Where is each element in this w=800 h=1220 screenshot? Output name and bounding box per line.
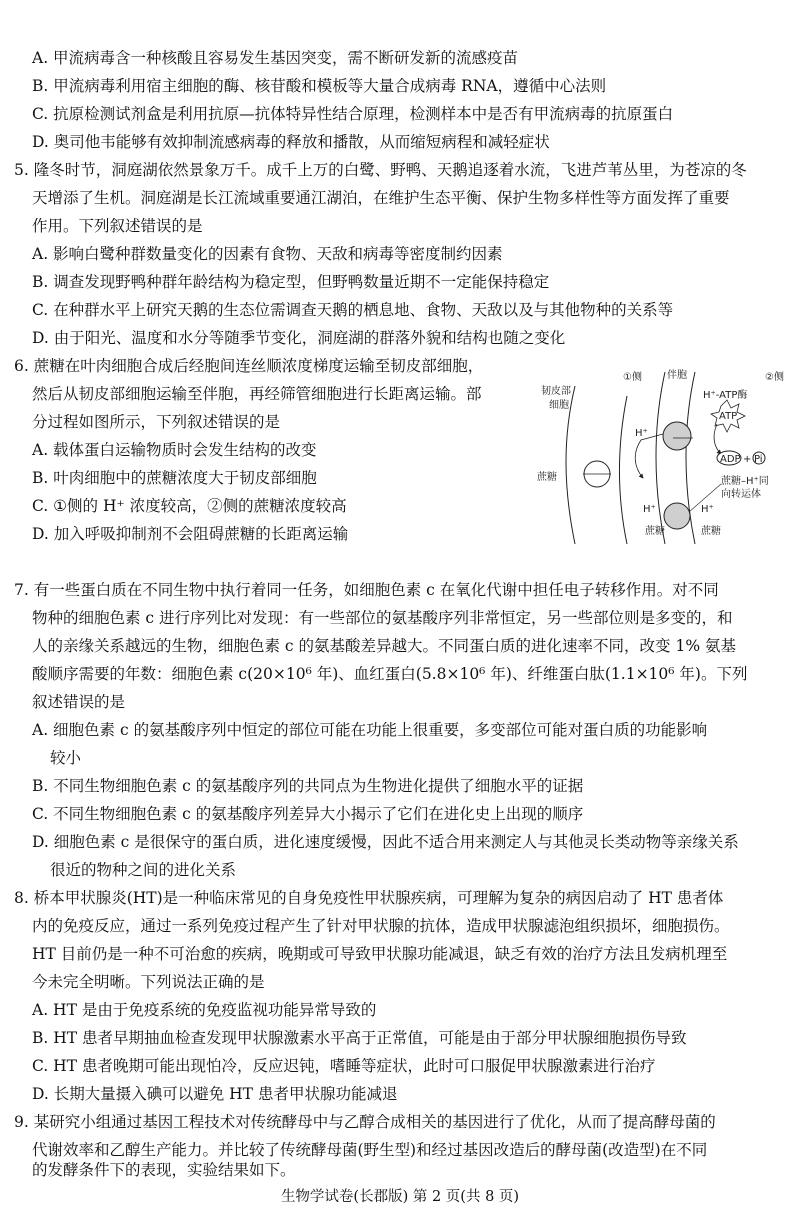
q5-option-d: D. 由于阳光、温度和水分等随季节变化，洞庭湖的群落外貌和结构也随之变化 [32,329,566,347]
q4-option-b: B. 甲流病毒利用宿主细胞的酶、核苷酸和模板等大量合成病毒 RNA，遵循中心法则 [32,77,607,95]
q6-stem-line: 6. 蔗糖在叶肉细胞合成后经胞间连丝顺浓度梯度运输至韧皮部细胞， [14,357,484,375]
q5-stem-line: 天增添了生机。洞庭湖是长江流域重要通江湖泊，在维护生态平衡、保护生物多样性等方面发挥了重要 [32,189,730,207]
q7-stem-line: 物种的细胞色素 c 进行序列比对发现：有一些部位的氨基酸序列非常恒定，另一些部位则是多变的，和 [32,609,733,627]
q6-option-c: C. ①侧的 H⁺ 浓度较高，②侧的蔗糖浓度较高 [32,497,347,515]
q5-stem-line: 作用。下列叙述错误的是 [32,217,203,235]
sucrose-h-cotransporter [664,503,690,529]
sucrose-transport-diagram [535,366,797,544]
label-adp: ADP [720,454,741,465]
q6-option-a: A. 载体蛋白运输物质时会发生结构的改变 [32,441,317,459]
q7-option-b: B. 不同生物细胞色素 c 的氨基酸序列的共同点为生物进化提供了细胞水平的证据 [32,777,584,795]
q8-option-d: D. 长期大量摄入碘可以避免 HT 患者甲状腺功能减退 [32,1085,398,1103]
q9-stem-line: 9. 某研究小组通过基因工程技术对传统酵母中与乙醇合成相关的基因进行了优化，从而了提高酵母菌的 [14,1113,716,1131]
label-side-2: ②侧 [765,372,784,383]
q9-stem-line: 的发酵条件下的表现，实验结果如下。 [32,1161,296,1179]
q5-option-b: B. 调查发现野鸭种群年龄结构为稳定型，但野鸭数量近期不一定能保持稳定 [32,273,550,291]
label-side-1: ①侧 [623,372,642,383]
q6-stem-line: 然后从韧皮部细胞运输至伴胞，再经筛管细胞进行长距离运输。部 [32,385,482,403]
label-phloem-cell-2: 细胞 [549,400,569,411]
label-phloem-cell-1: 韧皮部 [541,386,571,397]
q9-stem-line: 代谢效率和乙醇生产能力。并比较了传统酵母菌(野生型)和经过基因改造后的酵母菌(改造型)在不同 [32,1141,708,1159]
label-cotransporter-1: 蔗糖–H⁺同 [721,476,769,487]
label-h-low-right: H⁺ [701,504,714,515]
label-h-atpase: H⁺-ATP酶 [703,390,748,401]
label-atp: ATP [719,411,738,422]
q8-option-b: B. HT 患者早期抽血检查发现甲状腺激素水平高于正常值，可能是由于部分甲状腺细胞损伤导致 [32,1029,687,1047]
phloem-cell-wall-right [620,396,628,544]
q7-option-c: C. 不同生物细胞色素 c 的氨基酸序列差异大小揭示了它们在进化史上出现的顺序 [32,805,584,823]
q8-stem-line: HT 目前仍是一种不可治愈的疾病，晚期或可导致甲状腺功能减退，缺乏有效的治疗方法且发病机理至 [32,945,728,963]
q7-option-d-cont: 很近的物种之间的进化关系 [50,861,237,879]
q7-option-a-cont: 较小 [50,749,82,767]
h-atpase-pump [663,422,691,450]
q6-stem-line: 分过程如图所示，下列叙述错误的是 [32,413,281,431]
q6-option-b: B. 叶肉细胞中的蔗糖浓度大于韧皮部细胞 [32,469,317,487]
q7-stem-line: 人的亲缘关系越远的生物，细胞色素 c 的氨基酸差异越大。不同蛋白质的进化速率不同，改变 1% 氨基 [32,637,736,655]
q5-stem-line: 5. 隆冬时节，洞庭湖依然景象万千。成千上万的白鹭、野鸭、天鹅追逐着水流，飞进芦苇丛里，为苍凉的冬 [14,161,747,179]
page-footer: 生物学试卷(长郡版) 第 2 页(共 8 页) [280,1189,520,1205]
q7-stem-line: 叙述错误的是 [32,693,126,711]
q8-stem-line: 今未完全明晰。下列说法正确的是 [32,973,265,991]
q7-stem-line: 酸顺序需要的年数：细胞色素 c(20×10⁶ 年)、血红蛋白(5.8×10⁶ 年)、纤维蛋白肽(1.1×10⁶ 年)。下列 [32,665,748,683]
q8-stem-line: 内的免疫反应，通过一系列免疫过程产生了针对甲状腺的抗体，造成甲状腺滤泡组织损坏，细胞损伤。 [32,917,730,935]
label-h-low-left: H⁺ [643,504,656,515]
q8-option-c: C. HT 患者晚期可能出现怕冷，反应迟钝，嗜睡等症状，此时可口服促甲状腺激素进行治疗 [32,1057,656,1075]
q4-option-d: D. 奥司他韦能够有效抑制流感病毒的释放和播散，从而缩短病程和减轻症状 [32,133,550,151]
q5-option-a: A. 影响白鹭种群数量变化的因素有食物、天敌和病毒等密度制约因素 [32,245,503,263]
label-companion-cell: 伴胞 [667,370,687,381]
q4-option-c: C. 抗原检测试剂盒是利用抗原—抗体特异性结合原理，检测样本中是否有甲流病毒的抗原蛋白 [32,105,674,123]
q5-option-c: C. 在种群水平上研究天鹅的生态位需调查天鹅的栖息地、食物、天敌以及与其他物种的关系等 [32,301,674,319]
q7-option-d: D. 细胞色素 c 是很保守的蛋白质，进化速度缓慢，因此不适合用来测定人与其他灵长类动物等亲缘关系 [32,833,739,851]
label-pi: Pi [754,454,763,465]
label-sucrose-bottom-right: 蔗糖 [701,526,721,537]
q8-stem-line: 8. 桥本甲状腺炎(HT)是一种临床常见的自身免疫性甲状腺疾病，可理解为复杂的病因启动了 HT 患者体 [14,889,724,907]
label-sucrose-bottom-left: 蔗糖 [645,526,665,537]
q6-option-d: D. 加入呼吸抑制剂不会阻碍蔗糖的长距离运输 [32,525,349,543]
q8-option-a: A. HT 是由于免疫系统的免疫监视功能异常导致的 [32,1001,377,1019]
q4-option-a: A. 甲流病毒含一种核酸且容易发生基因突变，需不断研发新的流感疫苗 [32,49,519,67]
q7-stem-line: 7. 有一些蛋白质在不同生物中执行着同一任务，如细胞色素 c 在氧化代谢中担任电子转移作用。对不同 [14,581,719,599]
label-sucrose-left: 蔗糖 [537,472,557,483]
label-h-out: H⁺ [635,428,648,439]
companion-membrane-outer [656,372,665,544]
label-cotransporter-2: 向转运体 [721,489,761,500]
q7-option-a: A. 细胞色素 c 的氨基酸序列中恒定的部位可能在功能上很重要，多变部位可能对蛋白质的功能影响 [32,721,708,739]
label-plus: + [743,454,752,465]
